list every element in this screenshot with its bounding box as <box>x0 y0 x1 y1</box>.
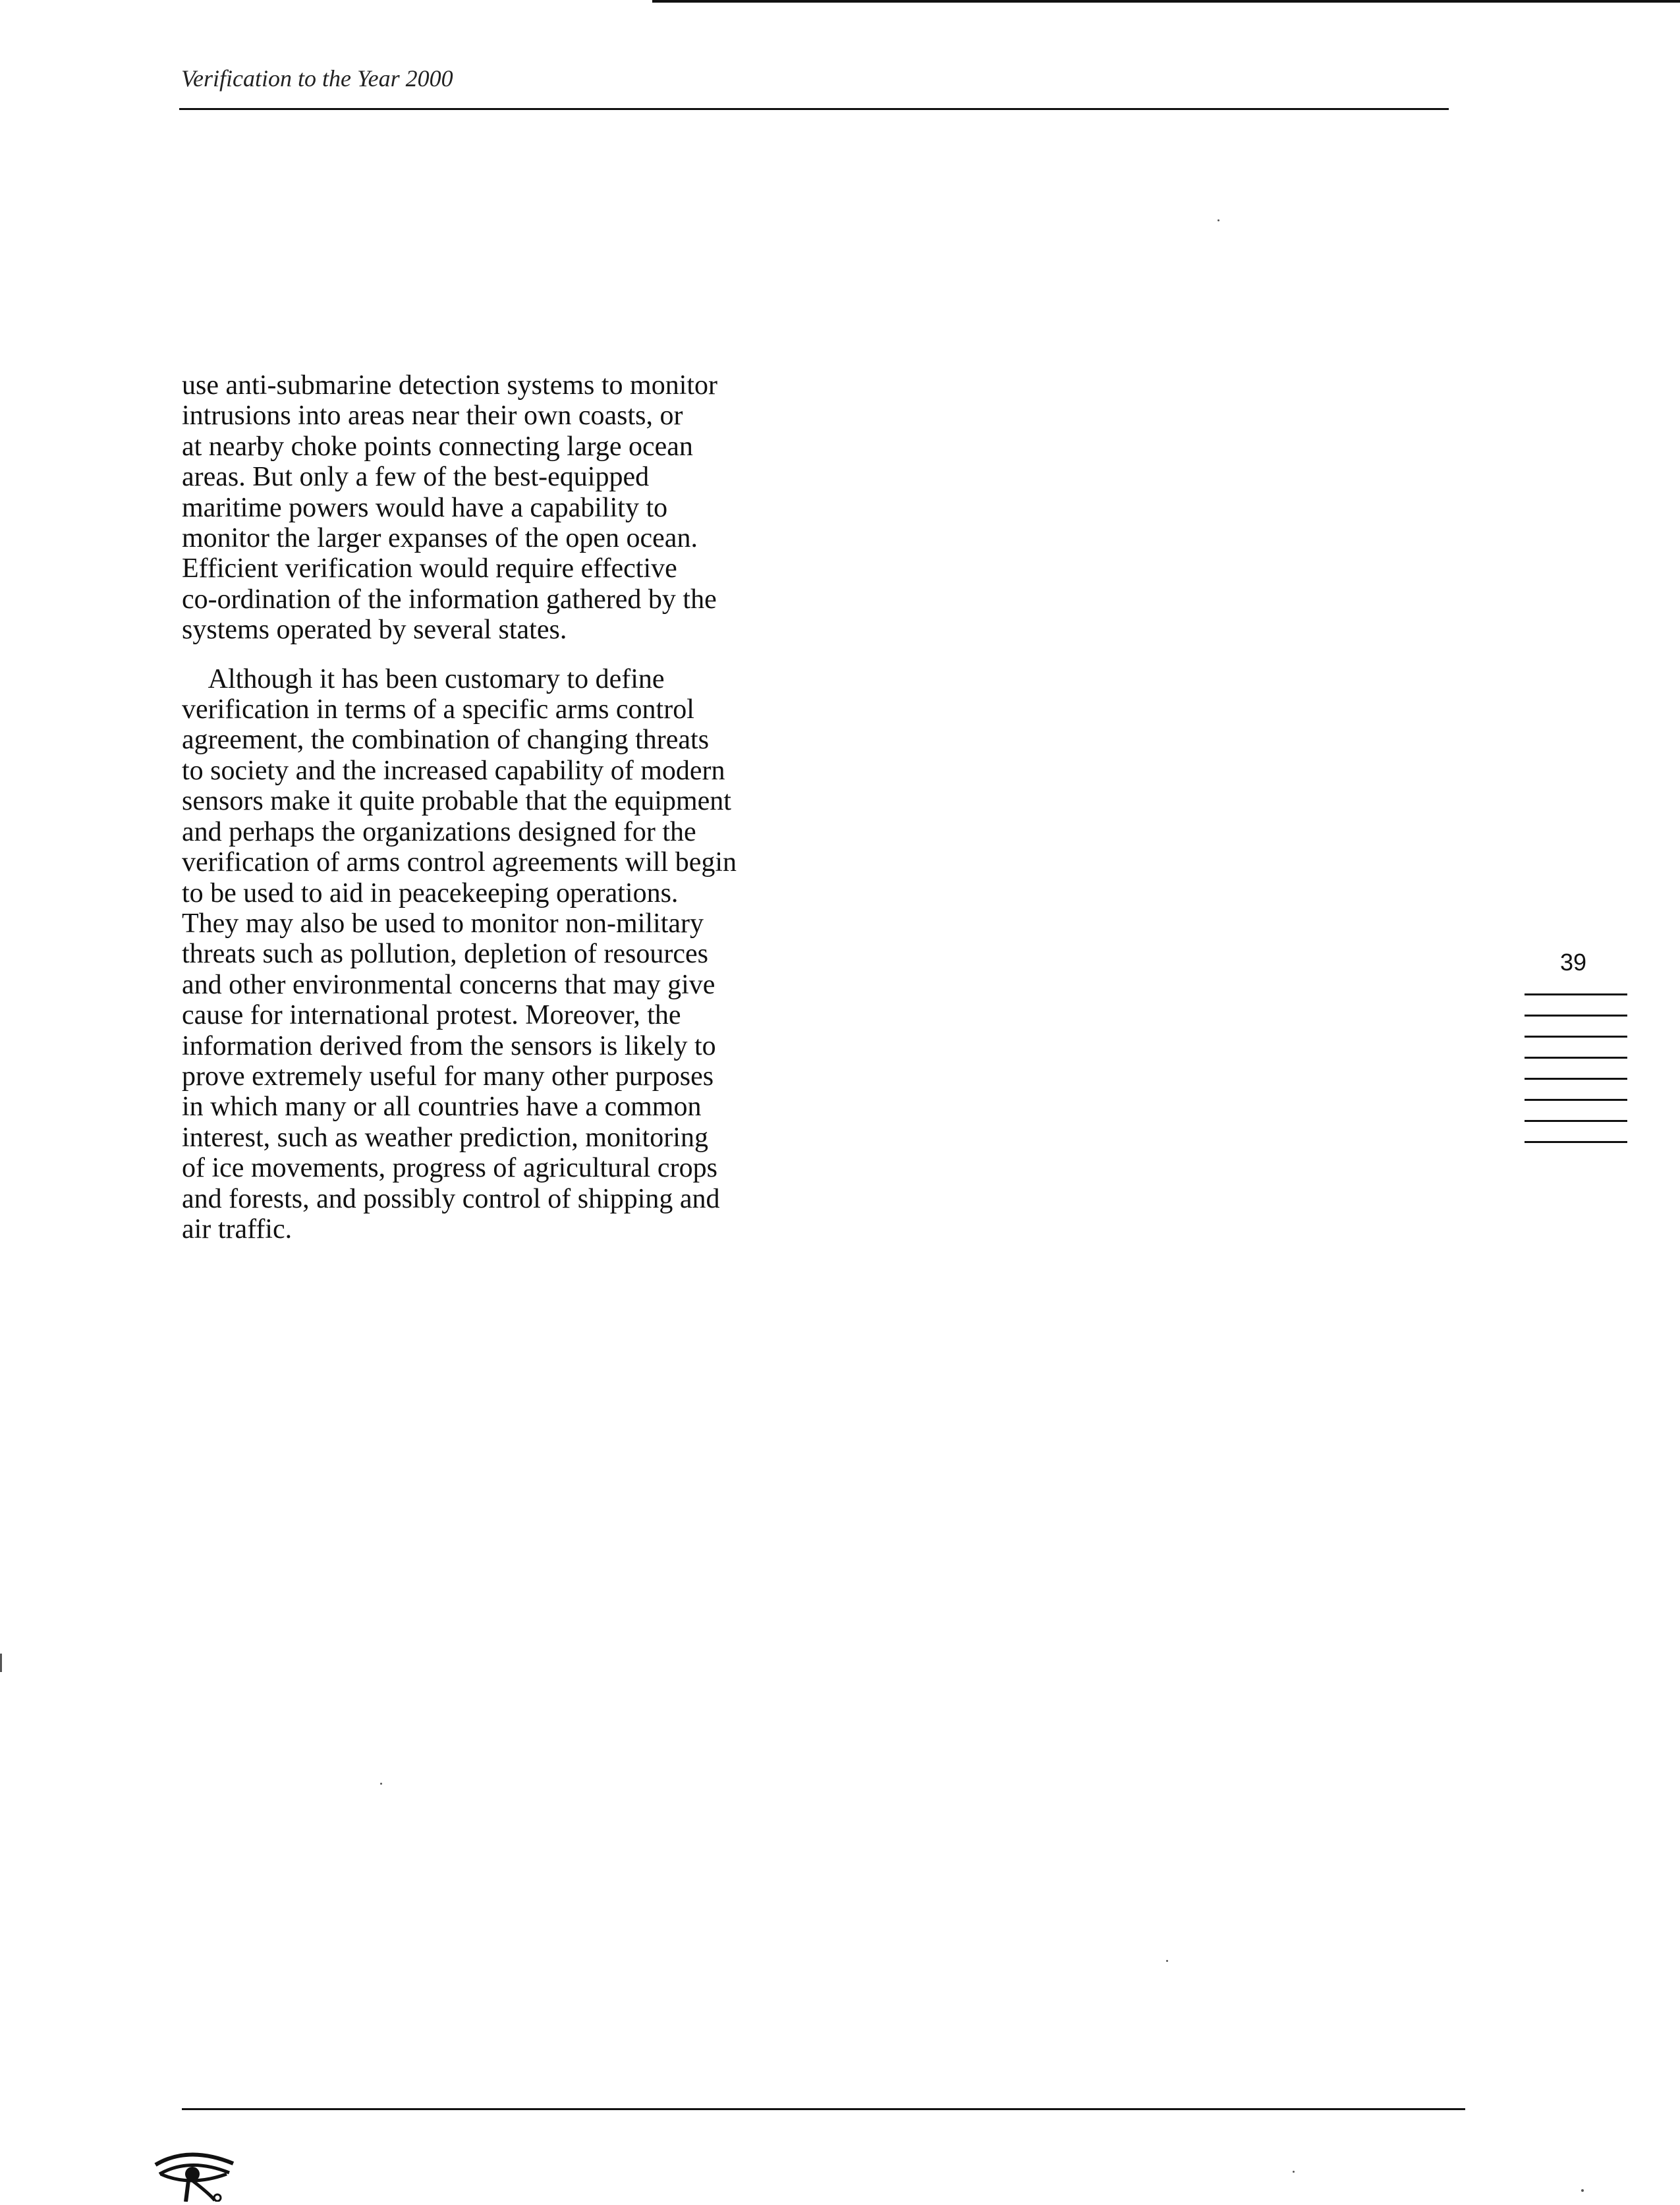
running-header: Verification to the Year 2000 <box>181 65 453 92</box>
thumb-tab-line <box>1525 993 1627 995</box>
thumb-tab-line <box>1525 1057 1627 1059</box>
thumb-tab-line <box>1525 1036 1627 1038</box>
scan-speck <box>1218 219 1219 221</box>
thumb-tab-line <box>1525 1015 1627 1017</box>
margin-thumb-tabs <box>1525 993 1627 1162</box>
eye-of-horus-icon <box>149 2145 241 2202</box>
top-edge-rule <box>652 0 1680 3</box>
scan-speck <box>0 1654 2 1672</box>
scan-speck <box>1166 1960 1168 1962</box>
scan-speck <box>1293 2171 1295 2173</box>
thumb-tab-line <box>1525 1120 1627 1122</box>
thumb-tab-line <box>1525 1078 1627 1080</box>
paragraph-1: use anti-submarine detection systems to monitor intrusions into areas near their own coasts, or at nearby choke points connecting large ocean areas. But only a few of the best-equipped maritime powers would have a capability to monitor the larger expanses of the open ocean. Efficient verification would require effective co-ordination of the information gathered by the systems operated by several states. <box>182 370 718 646</box>
scan-speck <box>1581 2189 1584 2192</box>
body-text <box>182 370 795 1244</box>
scan-speck <box>380 1783 382 1785</box>
header-rule <box>179 108 1449 110</box>
thumb-tab-line <box>1525 1141 1627 1143</box>
paragraph-2: Although it has been customary to define verification in terms of a specific arms control agreement, the combination of changing threats to society and the increased capability of modern sensors make it quite probable that the equipment and perhaps the organizations designed for the verification of arms control agreements will begin to be used to aid in peacekeeping operations. They may also be used to monitor non-military threats such as pollution, depletion of resources and other environmental concerns that may give cause for international protest. Moreover, the information derived from the sensors is likely to prove extremely useful for many other purposes in which many or all countries have a common interest, such as weather prediction, monitoring of ice movements, progress of agricultural crops and forests, and possibly control of shipping and air traffic. <box>182 663 737 1244</box>
footer-rule <box>182 2108 1465 2110</box>
thumb-tab-line <box>1525 1099 1627 1101</box>
page-number: 39 <box>1560 949 1587 976</box>
